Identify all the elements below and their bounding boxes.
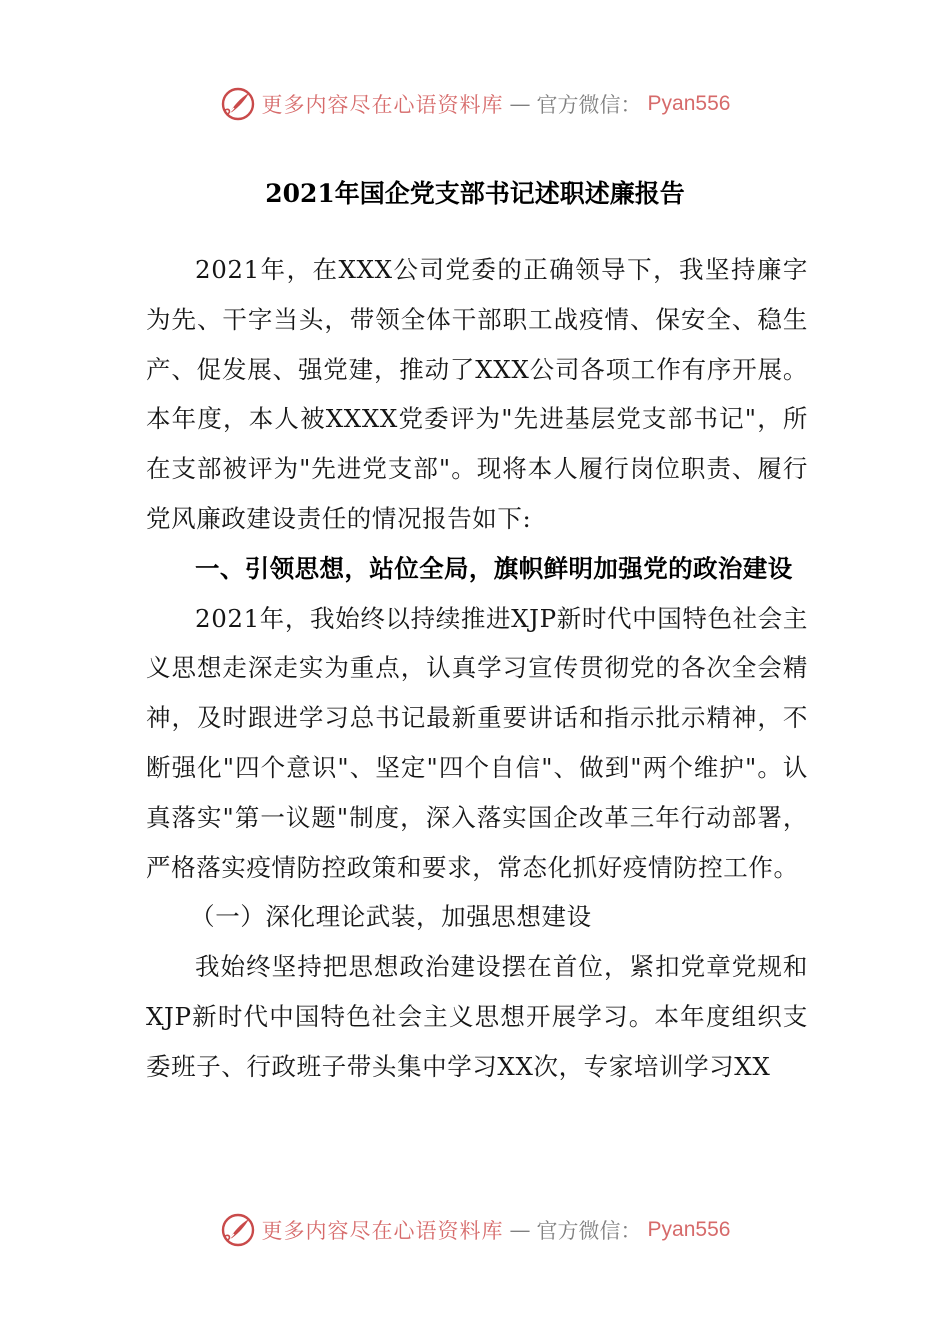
watermark-wechat-id: Pyan556 <box>647 92 731 115</box>
watermark-dash: — <box>509 92 531 116</box>
section-1-paragraph: 2021年，我始终以持续推进XJP新时代中国特色社会主义思想走深走实为重点，认真学习宣传贯彻党的各次全会精神，及时跟进学习总书记最新重要讲话和指示批示精神，不断强化"四个意识"、坚定"四个自信"、做到"两个维护"。认真落实"第一议题"制度，深入落实国企改革三年行动部署，严格落实疫情防控政策和要求，常态化抓好疫情防控工作。 <box>146 603 808 882</box>
watermark-wechat-id: Pyan556 <box>647 1218 731 1241</box>
quill-logo-icon <box>220 1212 256 1248</box>
subsection-1-heading: （一）深化理论武装，加强思想建设 <box>190 902 592 932</box>
watermark-main-text: 更多内容尽在心语资料库 <box>261 93 504 117</box>
section-1-heading: 一、引领思想，站位全局，旗帜鲜明加强党的政治建设 <box>195 553 793 583</box>
footer-watermark <box>0 1208 950 1252</box>
subsection-1-paragraph: 我始终坚持把思想政治建设摆在首位，紧扣党章党规和XJP新时代中国特色社会主义思想开展学习。本年度组织支委班子、行政班子带头集中学习XX次，专家培训学习XX <box>146 952 808 1081</box>
watermark-label: 官方微信： <box>536 93 642 117</box>
header-watermark <box>0 82 950 126</box>
watermark-main-text: 更多内容尽在心语资料库 <box>261 1219 504 1243</box>
document-body <box>146 245 808 1092</box>
document-title: 2021年国企党支部书记述职述廉报告 <box>265 179 685 208</box>
intro-paragraph: 2021年，在XXX公司党委的正确领导下，我坚持廉字为先、干字当头，带领全体干部职工战疫情、保安全、稳生产、促发展、强党建，推动了XXX公司各项工作有序开展。本年度，本人被XXXX党委评为"先进基层党支部书记"，所在支部被评为"先进党支部"。现将本人履行岗位职责、履行党风廉政建设责任的情况报告如下: <box>146 255 808 533</box>
quill-logo-icon <box>220 86 256 122</box>
watermark-label: 官方微信： <box>536 1219 642 1243</box>
watermark-dash: — <box>509 1218 531 1242</box>
